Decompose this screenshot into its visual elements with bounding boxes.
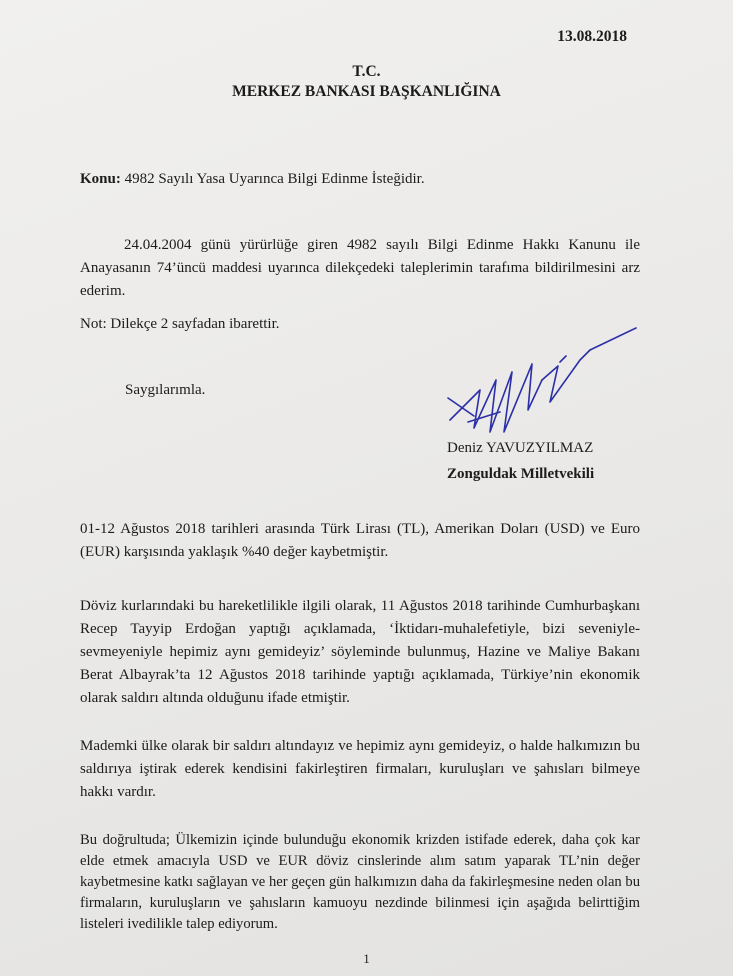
subject-line [80, 171, 425, 188]
body-paragraph-3: Mademki ülke olarak bir saldırı altındayız ve hepimiz aynı gemideyiz, o halde halkımızın bu saldırıya iştirak ederek kendisini fakirleştiren firmaları, kuruluşları ve şahısları bilmeye hakkı vardır. [80, 738, 640, 800]
signatory-name: Deniz YAVUZYILMAZ [447, 440, 594, 456]
closing-greeting: Saygılarımla. [125, 382, 206, 398]
page-count-note: Not: Dilekçe 2 sayfadan ibarettir. [80, 316, 280, 332]
heading-line-2: MERKEZ BANKASI BAŞKANLIĞINA [232, 83, 501, 100]
document-date: 13.08.2018 [557, 28, 627, 45]
page-number: 1 [363, 951, 370, 966]
intro-paragraph [80, 234, 640, 303]
signatory-title: Zonguldak Milletvekili [447, 466, 595, 482]
subject-text: 4982 Sayılı Yasa Uyarınca Bilgi Edinme İsteğidir. [120, 171, 425, 187]
heading-line-1: T.C. [352, 63, 381, 80]
body-paragraph-2: Döviz kurlarındaki bu hareketlilikle ilgili olarak, 11 Ağustos 2018 tarihinde Cumhurbaşkanı Recep Tayyip Erdoğan yaptığı açıklamada, ‘İktidarı-muhalefetiyle, bizi seveniyle-sevmeyeniyle hepimiz aynı gemideyiz’ söyleminde bulunmuş, Hazine ve Maliye Bakanı Berat Albayrak’ta 12 Ağustos 2018 tarihinde yaptığı açıklamada, Türkiye’nin ekonomik olarak saldırı altında olduğunu ifade etmiştir. [80, 598, 640, 706]
body-paragraph-1: 01-12 Ağustos 2018 tarihleri arasında Türk Lirası (TL), Amerikan Doları (USD) ve Euro (EUR) karşısında yaklaşık %40 değer kaybetmiştir. [80, 521, 640, 560]
handwritten-signature [440, 320, 645, 450]
intro-paragraph-text: 24.04.2004 günü yürürlüğe giren 4982 sayılı Bilgi Edinme Hakkı Kanunu ile Anayasanın 74’üncü maddesi uyarınca dilekçedeki taleplerimin tarafıma bildirilmesini arz ederim. [80, 237, 640, 299]
addressee-heading [0, 62, 733, 102]
body-paragraph-4: Bu doğrultuda; Ülkemizin içinde bulunduğu ekonomik krizden istifade ederek, daha çok kar elde etmek amacıyla USD ve EUR döviz cinslerinde alım satım yaparak TL’nin değer kaybetmesine katkı sağlayan ve her geçen gün halkımızın daha da fakirleşmesine neden olan bu firmaların, kuruluşların ve şahısların kamuoyu nezdinde bilinmesi için aşağıda belirttiğim listeleri ivedilikle talep ediyorum. [80, 832, 640, 932]
subject-label: Konu: [80, 171, 121, 187]
